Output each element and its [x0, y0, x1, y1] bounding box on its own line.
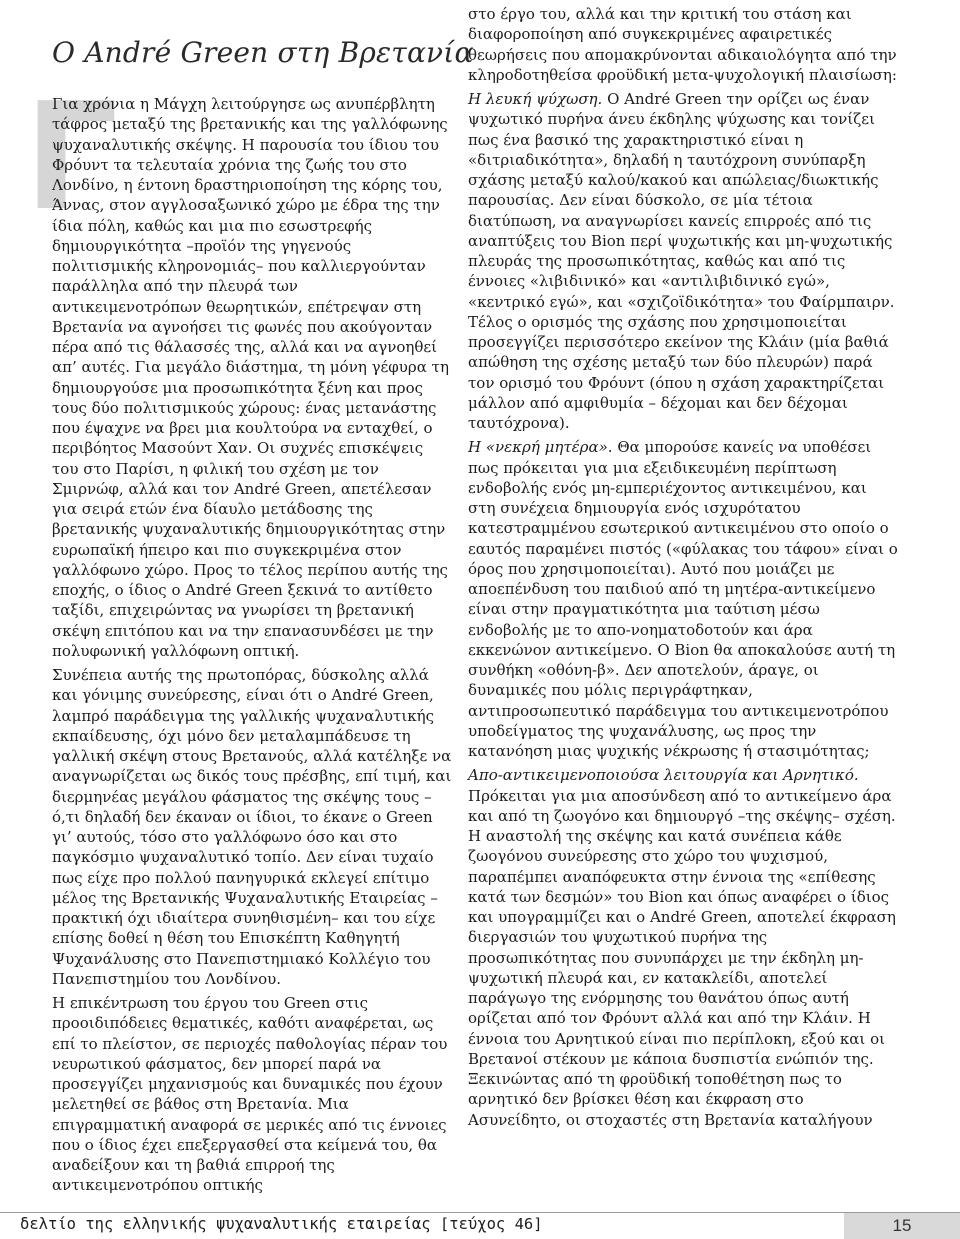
article-title: Ο André Green στη Βρετανία: [52, 36, 474, 69]
paragraph-text: Πρόκειται για μια αποσύνδεση από το αντικείμενο άρα και από τη ζωογόνο και δημιουργό –της σκέψης– σχέση. Η αναστολή της σκέψης και κατά συνέπεια κάθε ζωογόνου συνεύρεσης στο χώρο του ψυχισμού, παραπέμπει αναπόφευκτα στην έννοια της «επίθεσης κατά των δεσμών» του Bion και όπως αναφέρει ο ίδιος και υπογραμμίζει και ο André Green, αποτελεί έκφραση διεργασιών του ψυχωτικού πυρήνα της προσωπικότητας που συνυπάρχει με την έκδηλη μη-ψυχωτική πλευρά και, εν κατακλείδι, αποτελεί παράγωγο της ενόρμησης του θανάτου όπως αυτή ορίζεται από τον Φρόυντ αλλά και από την Κλάιν. Η έννοια του Αρνητικού είναι πιο περίπλοκη, εξού και οι Βρετανοί στέκουν με κάποια δυσπιστία ενώπιόν της. Ξεκινώντας από τη φροϋδική τοποθέτηση πως το αρνητικό δεν βρίσκει θέση και έκφραση στο Ασυνείδητο, οι στοχαστές στη Βρετανία καταλήγουν: [468, 786, 896, 1129]
drop-cap-decoration: Γ: [24, 71, 119, 243]
body-paragraph: [468, 765, 898, 1130]
paragraph-lead: Απο-αντικειμενοποιούσα λειτουργία και Αρνητικό.: [468, 766, 859, 785]
journal-footer: δελτίο της ελληνικής ψυχαναλυτικής εταιρείας [τεύχος 46]: [20, 1215, 543, 1233]
body-paragraph: Για χρόνια η Μάγχη λειτούργησε ως ανυπέρβλητη τάφρος μεταξύ της βρετανικής και της γαλλόφωνης ψυχαναλυτικής σκέψης. Η παρουσία του ίδιου του Φρόυντ τα τελευταία χρόνια της ζωής του στο Λονδίνο, η έντονη δραστηριοποίηση της κόρης του, Άννας, στον αγγλοσαξωνικό χώρο με έδρα της την ίδια πόλη, καθώς και μια πιο εσωστρεφής δημιουργικότητα –προϊόν της γηγενούς πολιτισμικής κληρονομιάς– που καλλιεργούνταν παράλληλα από την πλευρά των αντικειμενοτρόπων θεωρητικών, επέτρεψαν στη Βρετανία να αγνοήσει τις φωνές που ακούγονταν πέρα από τις θάλασσές της, αλλά και να αγνοηθεί απ’ αυτές. Για μεγάλο διάστημα, τη μόνη γέφυρα τη δημιουργούσε μια προσωπικότητα ξένη και προς τους δύο πολιτισμικούς χώρους: ένας μετανάστης που έψαχνε να βρει μια κουλτούρα να ενταχθεί, ο περιβόητος Μασούντ Χαν. Οι συχνές επισκέψεις του στο Παρίσι, η φιλική του σχέση με τον Σμιρνώφ, αλλά και τον André Green, απετέλεσαν για σειρά ετών ένα δίαυλο μετάδοσης της βρετανικής ψυχαναλυτικής δημιουργικότητας στην ευρωπαϊκή ήπειρο και πιο συγκεκριμένα στον γαλλόφωνο χώρο. Προς το τέλος περίπου αυτής της εποχής, ο ίδιος ο André Green ξεκινά το αντίθετο ταξίδι, επιχειρώντας να γνωρίσει τη βρετανική σκέψη επιτόπου και να την επανασυνδέσει με την πολυφωνική γαλλόφωνη οπτική.: [52, 95, 449, 660]
paragraph-lead: Η «νεκρή μητέρα».: [468, 438, 613, 457]
body-paragraph: [468, 89, 898, 433]
footer-divider: [0, 1212, 960, 1213]
paragraph-text: στο έργο του, αλλά και την κριτική του στάση και διαφοροποίηση από συγκεκριμένες αφαιρετικές θεωρήσεις που απομακρύνονται αδικαιολόγητα από την κληροδοτηθείσα φροϋδική μετα-ψυχολογική πλαισίωση:: [468, 5, 897, 84]
paragraph-lead: Η λευκή ψύχωση.: [468, 90, 603, 108]
body-paragraph: [468, 4, 898, 85]
page-number: 15: [844, 1213, 960, 1239]
paragraph-text: Θα μπορούσε κανείς να υποθέσει πως πρόκειται για μια εξειδικευμένη περίπτωση ενδοβολής ενός μη-εμπεριέχοντος αντικειμένου, και στη συνέχεια δημιουργία ενός ισχυρότατου κατεστραμμένου εσωτερικού αντικειμένου στο οποίο ο εαυτός παραμένει πιστός («φύλακας του τάφου» είναι ο όρος που χρησιμοποιείται). Αυτό που μοιάζει με αποεπένδυση του παιδιού από τη μητέρα-αντικείμενο είναι στην πραγματικότητα μια ταύτιση μέσω ενδοβολής με το απο-νοηματοδοτούν και άρα εκκενώνον αντικείμενο. Ο Bion θα αποκαλούσε αυτή τη συνθήκη «οθόνη-β». Δεν αποτελούν, άραγε, οι δυναμικές που μόλις περιγράφτηκαν, αντιπροσωπευτικό παράδειγμα του αντικειμενοτρόπου υποδείγματος της ψυχανάλυσης, ως προς την κατανόηση μιας ψυχικής νέκρωσης ή στασιμότητας;: [468, 438, 898, 760]
left-column: [52, 94, 452, 1200]
body-paragraph: [468, 437, 898, 761]
right-column: [468, 4, 898, 1134]
body-paragraph: Η επικέντρωση του έργου του Green στις προοιδιπόδειες θεματικές, καθότι αναφέρεται, ως επί το πλείστον, σε περιοχές παθολογίας πέραν του νευρωτικού φάσματος, δεν μπορεί παρά να προσεγγίζει μηχανισμούς και δυναμικές που έχουν μελετηθεί σε βάθος στη Βρετανία. Μια επιγραμματική αναφορά σε μερικές από τις έννοιες που ο ίδιος έχει επεξεργασθεί στα κείμενά του, θα αναδείξουν και τη βαθιά επιρροή της αντικειμενοτρόπου οπτικής: [52, 994, 448, 1195]
paragraph-text: Ο André Green την ορίζει ως έναν ψυχωτικό πυρήνα άνευ έκδηλης ψύχωσης και τονίζει πως ένα βασικό της χαρακτηριστικό είναι η «διτριαδικότητα», δηλαδή η ταυτόχρονη συνύπαρξη σχάσης μεταξύ καλού/κακού και απώλειας/διωκτικής παρουσίας. Δεν είναι δύσκολο, σε μία τέτοια διατύπωση, να αναγνωρίσει κανείς επιρροές από τις αναπτύξεις του Bion περί ψυχωτικής και μη-ψυχωτικής πλευράς της προσωπικότητας, καθώς και από τις έννοιες «λιβιδινικό» και «αντιλιβιδινικό εγώ», «κεντρικό εγώ», και «σχιζοϊδικότητα» του Φαίρμπαιρν. Τέλος ο ορισμός της σχάσης που χρησιμοποιείται προσεγγίζει περισσότερο εκείνον της Κλάιν (μία βαθιά απώθηση της σχέσης μεταξύ των δύο πλευρών) παρά τον ορισμό του Φρόυντ (όπου η σχάση χαρακτηρίζεται μάλλον από αμφιθυμία – δέχομαι και δεν δέχομαι ταυτόχρονα).: [468, 90, 895, 432]
body-paragraph: Συνέπεια αυτής της πρωτοπόρας, δύσκολης αλλά και γόνιμης συνεύρεσης, είναι ότι ο André Green, λαμπρό παράδειγμα της γαλλικής ψυχαναλυτικής εκπαίδευσης, όχι μόνο δεν μεταλαμπάδευσε τη γαλλική σκέψη στους Βρετανούς, αλλά κατέληξε να αναγνωρίζεται ως δικός τους πρέσβης, επί τιμή, και διερμηνέας μεγάλου φάσματος της σκέψης τους – ό,τι δηλαδή δεν έκαναν οι ίδιοι, το έκανε ο Green γι’ αυτούς, τόσο στο γαλλόφωνο όσο και στο παγκόσμιο ψυχαναλυτικό τοπίο. Δεν είναι τυχαίο πως είχε προ πολλού πανηγυρικά εκλεγεί επίτιμο μέλος της Βρετανικής Ψυχαναλυτικής Εταιρείας –πρακτική όχι ιδιαίτερα συνηθισμένη– και του είχε επίσης δοθεί η θέση του Επισκέπτη Καθηγητή Ψυχανάλυσης στο Πανεπιστημιακό Κολλέγιο του Πανεπιστημίου του Λονδίνου.: [52, 666, 452, 988]
